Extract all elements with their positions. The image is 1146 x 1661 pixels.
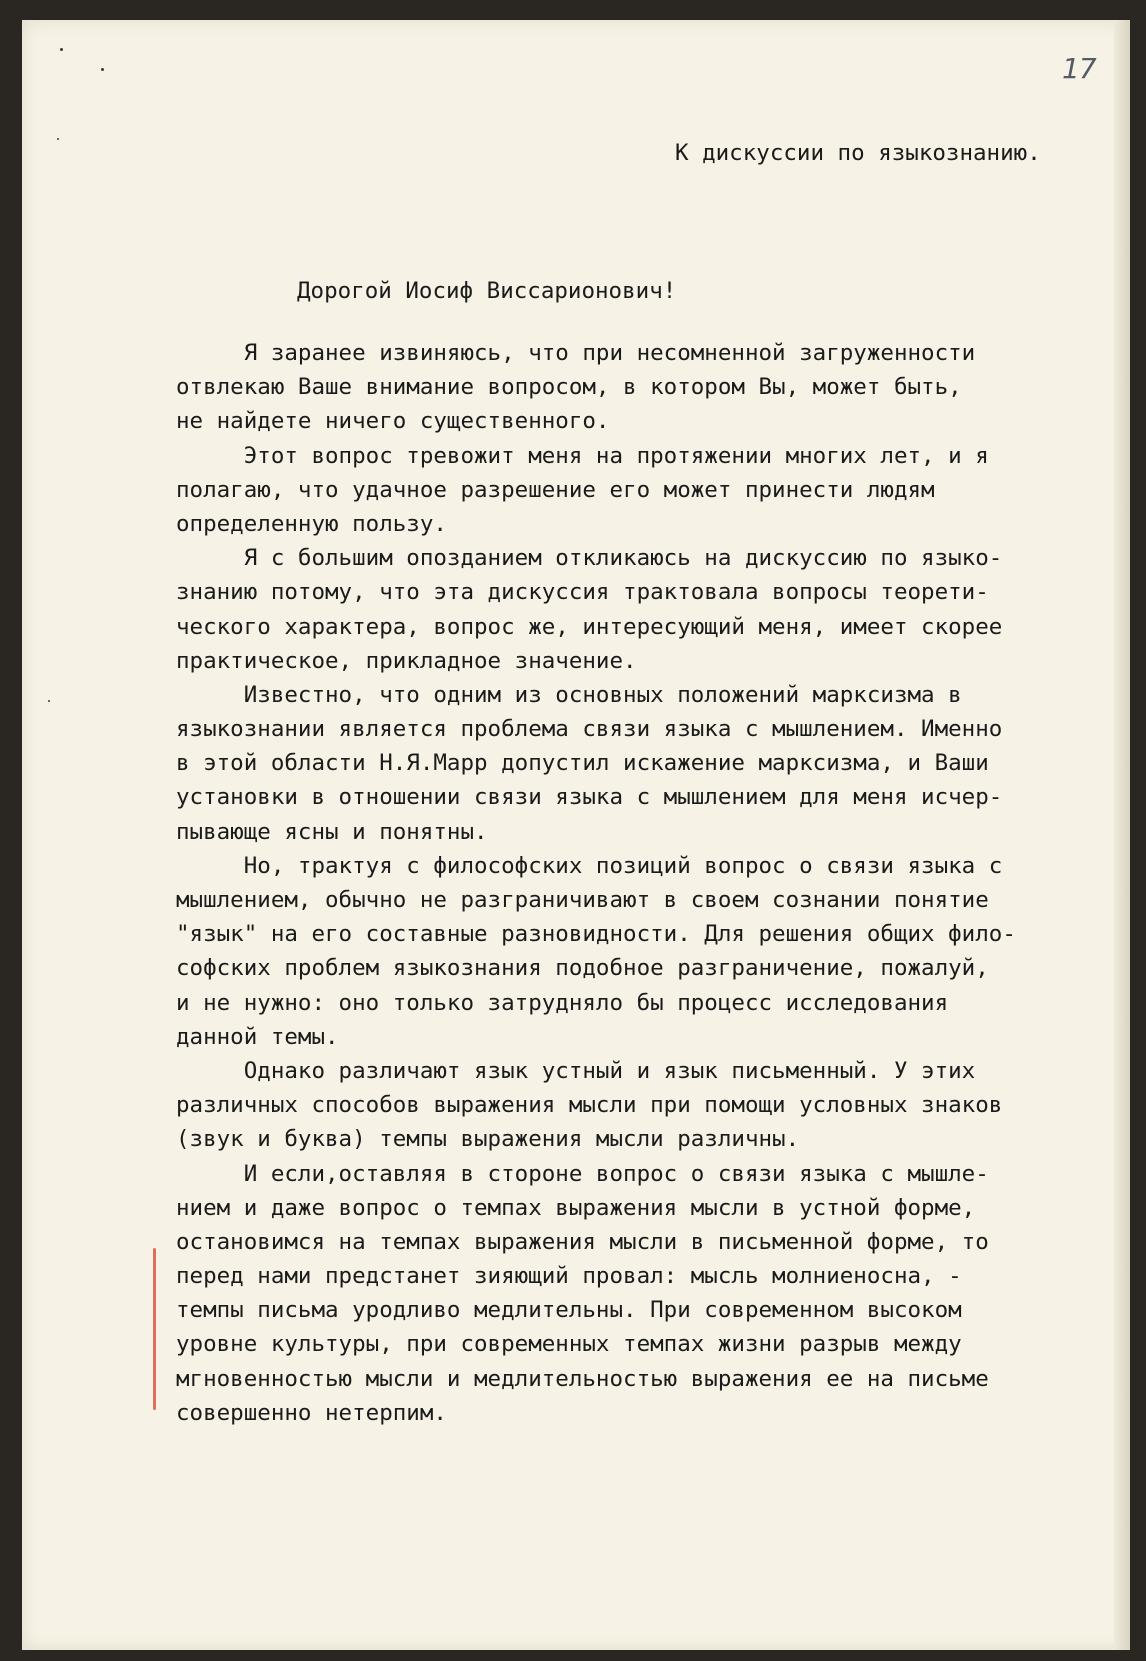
- ink-speck: [60, 48, 63, 51]
- salutation: Дорогой Иосиф Виссарионович!: [297, 278, 677, 304]
- text-line: (звук и буква) темпы выражения мысли различны.: [176, 1126, 800, 1153]
- text-line: Этот вопрос тревожит меня на протяжении многих лет, и я: [176, 442, 989, 469]
- text-line: перед нами предстанет зияющий провал: мысль молниеносна, -: [176, 1263, 962, 1290]
- document-heading: К дискуссии по языкознанию.: [675, 140, 1041, 166]
- text-line: и не нужно: оно только затрудняло бы процесс исследования: [176, 989, 949, 1016]
- text-line: установки в отношении связи языка с мышлением для меня исчер-: [176, 784, 1003, 811]
- text-line: совершенно нетерпим.: [176, 1399, 447, 1426]
- letter-body: [176, 336, 1106, 1430]
- text-line: мышлением, обычно не разграничивают в своем сознании понятие: [176, 887, 989, 913]
- text-line: уровне культуры, при современных темпах жизни разрыв между: [176, 1331, 962, 1358]
- text-line: темпы письма уродливо медлительны. При современном высоком: [176, 1297, 962, 1324]
- text-line: мгновенностью мысли и медлительностью выражения ее на письме: [176, 1365, 989, 1392]
- text-line: данной темы.: [176, 1023, 339, 1050]
- text-line: нием и даже вопрос о темпах выражения мысли в устной форме,: [176, 1194, 976, 1221]
- ink-speck: [57, 138, 59, 140]
- text-line: И если,оставляя в стороне вопрос о связи языка с мышле-: [176, 1160, 989, 1187]
- text-line: софских проблем языкознания подобное разграничение, пожалуй,: [176, 955, 989, 982]
- ink-speck: [48, 700, 50, 702]
- text-line: ческого характера, вопрос же, интересующий меня, имеет скорее: [176, 613, 1003, 640]
- text-line: Однако различают язык устный и язык письменный. У этих: [176, 1057, 976, 1084]
- text-line: языкознании является проблема связи языка с мышлением. Именно: [176, 716, 1003, 743]
- text-line: Известно, что одним из основных положений марксизма в: [176, 681, 962, 708]
- text-line: Но, трактуя с философских позиций вопрос о связи языка с: [176, 852, 1003, 879]
- red-margin-mark: [153, 1248, 156, 1410]
- text-line: не найдете ничего существенного.: [176, 408, 610, 435]
- text-line: "язык" на его составные разновидности. Для решения общих фило-: [176, 921, 1016, 948]
- ink-speck: [101, 68, 104, 71]
- text-line: знанию потому, что эта дискуссия трактовала вопросы теорети-: [176, 579, 989, 606]
- handwritten-page-number: 17: [1062, 52, 1096, 85]
- text-line: пывающе ясны и понятны.: [176, 818, 488, 845]
- text-line: остановимся на темпах выражения мысли в письменной форме, то: [176, 1228, 989, 1255]
- text-line: различных способов выражения мысли при помощи условных знаков: [176, 1092, 1003, 1119]
- text-line: практическое, прикладное значение.: [176, 647, 637, 674]
- text-line: Я с большим опозданием откликаюсь на дискуссию по языко-: [176, 545, 1003, 572]
- text-line: в этой области Н.Я.Марр допустил искажение марксизма, и Ваши: [176, 750, 989, 777]
- text-line: Я заранее извиняюсь, что при несомненной загруженности: [176, 340, 976, 366]
- text-line: полагаю, что удачное разрешение его может принести людям: [176, 476, 935, 503]
- text-line: определенную пользу.: [176, 510, 447, 537]
- page-edge-shadow: [1114, 20, 1130, 1650]
- text-line: отвлекаю Ваше внимание вопросом, в котором Вы, может быть,: [176, 374, 962, 401]
